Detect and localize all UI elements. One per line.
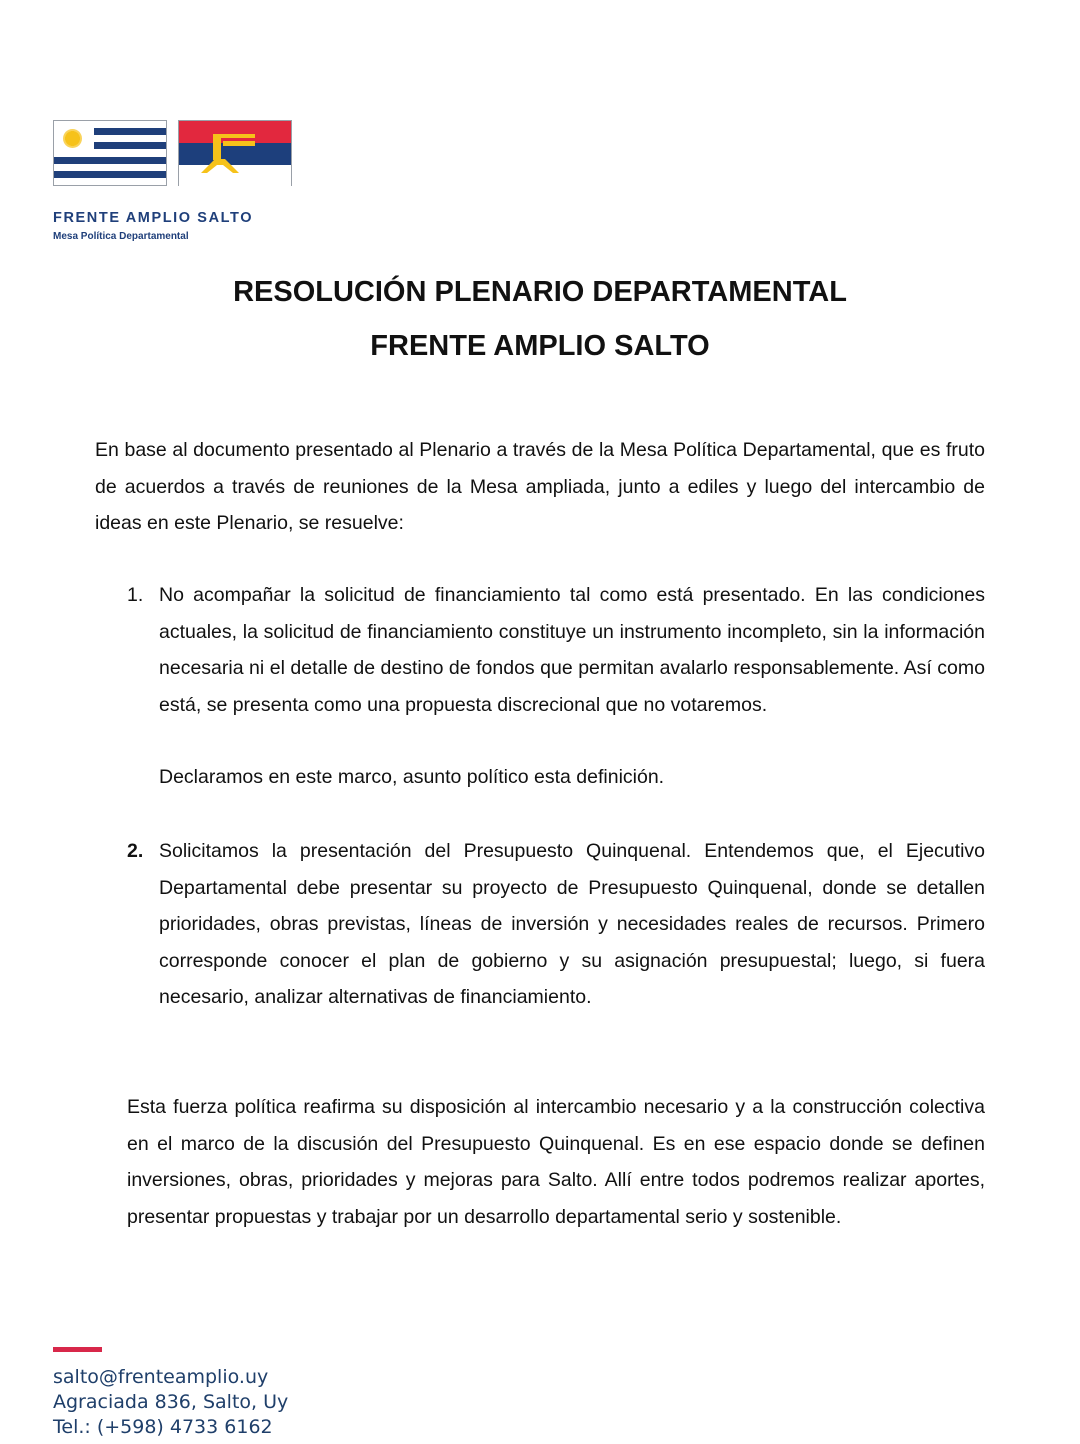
frente-amplio-emblem-icon	[179, 121, 291, 185]
item-lead: Solicitamos la presentación del Presupuesto Quinquenal.	[159, 840, 692, 862]
item-body: Entendemos que, el Ejecutivo Departamental debe presentar su proyecto de Presupuesto Quinquenal, donde se detallen prioridades, obras previstas, líneas de inversión y necesidades reales de recursos. Primero corresponde conocer el plan de gobierno y su asignación presupuestal; luego, si fuera necesario, analizar alternativas de financiamiento.	[159, 840, 985, 1008]
uruguay-flag-icon	[53, 120, 167, 186]
footer-phone: Tel.: (+598) 4733 6162	[53, 1416, 273, 1438]
item-body: En las condiciones actuales, la solicitud de financiamiento constituye un instrumento incompleto, sin la información necesaria ni el detalle de destino de fondos que permitan avalarlo responsablemente. Así como está, se presenta como una propuesta discrecional que no votaremos.	[159, 584, 985, 716]
footer-accent-bar	[53, 1347, 102, 1352]
document-subtitle: FRENTE AMPLIO SALTO	[370, 330, 710, 362]
item-text	[159, 577, 985, 723]
organization-subtitle: Mesa Política Departamental	[53, 231, 189, 242]
intro-paragraph: En base al documento presentado al Plenario a través de la Mesa Política Departamental, que es fruto de acuerdos a través de reuniones de la Mesa ampliada, junto a ediles y luego del intercambio de ideas en este Plenario, se resuelve:	[95, 439, 985, 534]
item-text	[159, 833, 985, 1016]
item-number: 2.	[127, 840, 144, 862]
footer-email[interactable]: salto@frenteamplio.uy	[53, 1366, 269, 1388]
organization-name: FRENTE AMPLIO SALTO	[53, 210, 254, 226]
footer-address: Agraciada 836, Salto, Uy	[53, 1391, 289, 1413]
document-title: RESOLUCIÓN PLENARIO DEPARTAMENTAL	[233, 276, 847, 308]
frente-amplio-flag-icon	[178, 120, 292, 186]
closing-paragraph: Esta fuerza política reafirma su disposición al intercambio necesario y a la construcción colectiva en el marco de la discusión del Presupuesto Quinquenal. Es en ese espacio donde se definen inversiones, obras, prioridades y mejoras para Salto. Allí entre todos podremos realizar aportes, presentar propuestas y trabajar por un desarrollo departamental serio y sostenible.	[127, 1096, 985, 1228]
item-extra: Declaramos en este marco, asunto político esta definición.	[159, 766, 665, 788]
sun-icon	[63, 129, 82, 148]
item-number: 1.	[127, 584, 144, 606]
item-lead: No acompañar la solicitud de financiamiento tal como está presentado.	[159, 584, 806, 606]
